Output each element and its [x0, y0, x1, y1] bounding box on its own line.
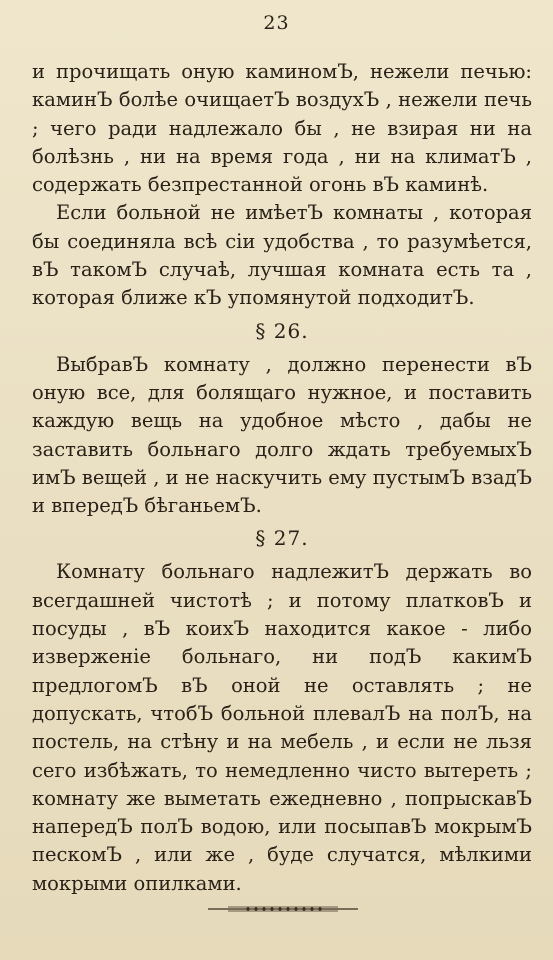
section-26-paragraph: ВыбравЪ комнату , должно перенести вЪ оную все, для болящаго нужное, и поставить каждую вещь на удобное мѣсто , дабы не заставить больнаго долго ждать требуемыхЪ имЪ вещей , и не наскучить ему пустымЪ взадЪ и впередЪ бѣганьемЪ.: [32, 352, 532, 518]
paragraph-1: и прочищать оную каминомЪ, нежели печью: каминЪ болѣе очищаетЪ воздухЪ , нежели печь ; чего ради надлежало бы , не взирая ни на болѣзнь , ни на время года , ни на климатЪ , содержать безпрестанной огонь вЪ каминѣ.: [32, 60, 532, 197]
section-heading-26: § 26.: [255, 318, 309, 343]
paragraph-2: Если больной не имѣетЪ комнаты , которая бы соединяла всѣ сіи удобства , то разумѣется, вЪ такомЪ случаѣ, лучшая комната есть та , которая ближе кЪ упомянутой подходитЪ.: [32, 201, 532, 310]
decorative-rule-ornament-icon: [208, 904, 358, 914]
section-heading-27: § 27.: [255, 526, 309, 551]
section-27-paragraph: Комнату больнаго надлежитЪ держать во всегдашней чистотѣ ; и потому платковЪ и посуды , вЪ коихЪ находится какое - либо изверженіе больнаго, ни подЪ какимЪ предлогомЪ вЪ оной не оставлять ; не допускать, чтобЪ больной плевалЪ на полЪ, на постель, на стѣну и на мебель , и если не льзя сего избѣжать, то немедленно чисто вытереть ; комнату же выметать ежедневно , попрыскавЪ напередЪ полЪ водою, или посыпавЪ мокрымЪ пескомЪ , или же , буде случатся, мѣлкими мокрыми опилками.: [32, 560, 532, 895]
page-text: [32, 58, 532, 898]
page-number: 23: [263, 12, 290, 34]
